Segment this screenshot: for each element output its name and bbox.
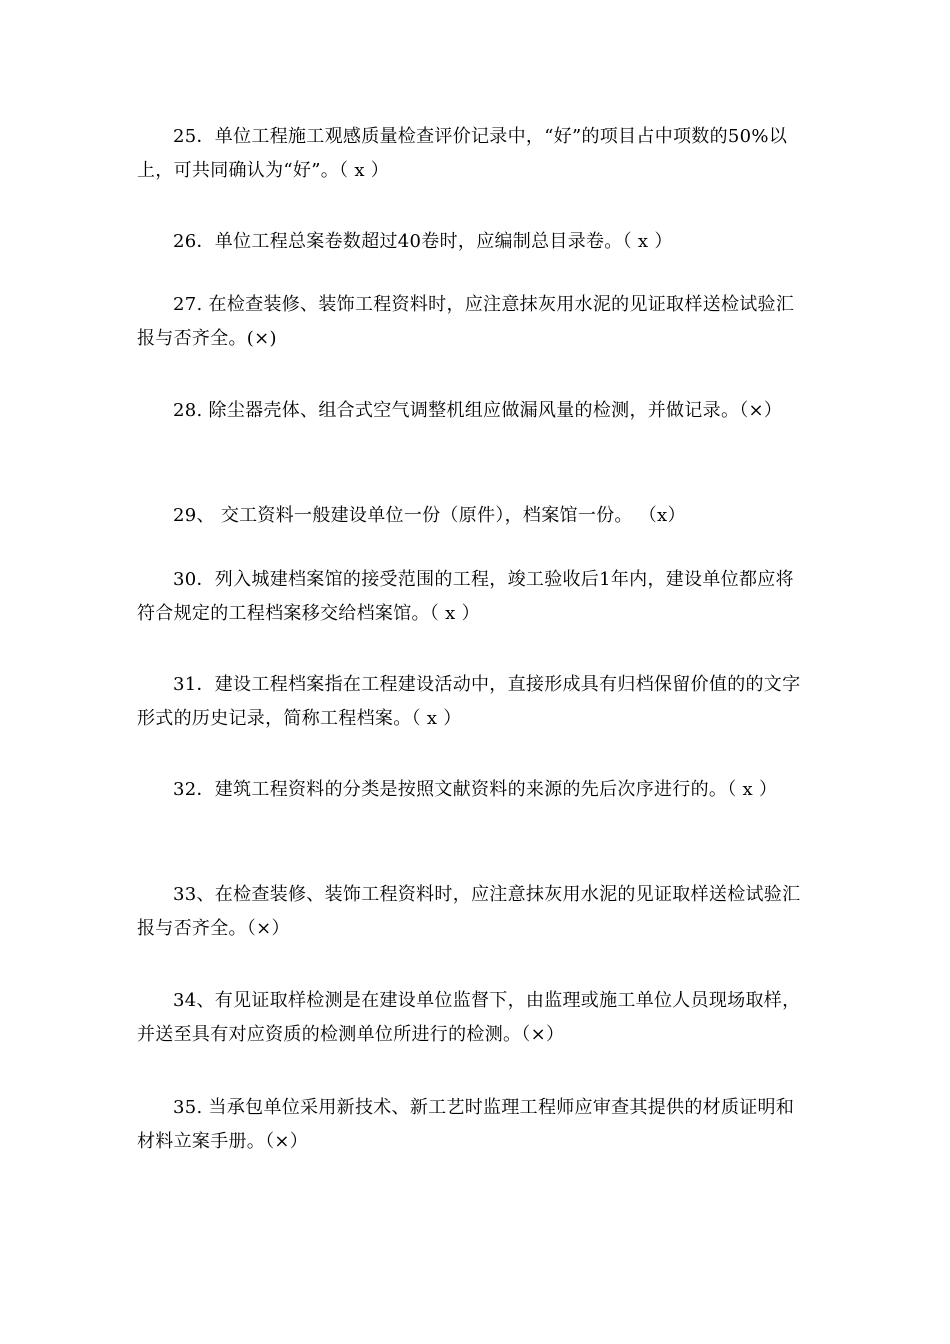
question-27: 27. 在检查装修、装饰工程资料时，应注意抹灰用水泥的见证取样送检试验汇报与否齐全。(×): [137, 294, 795, 349]
question-26: 26．单位工程总案卷数超过40卷时，应编制总目录卷。（ x ）: [173, 231, 673, 252]
question-25: 25．单位工程施工观感质量检查评价记录中，“好”的项目占中项数的50%以上，可共同确认为“好”。（ x ）: [137, 126, 788, 181]
question-28: 28. 除尘器壳体、组合式空气调整机组应做漏风量的检测，并做记录。（×）: [173, 400, 783, 421]
question-34: 34、有见证取样检测是在建设单位监督下，由监理或施工单位人员现场取样，并送至具有对应资质的检测单位所进行的检测。（×）: [137, 990, 801, 1045]
question-31: 31．建设工程档案指在工程建设活动中，直接形成具有归档保留价值的的文字形式的历史记录，简称工程档案。（ x ）: [137, 674, 801, 729]
question-33: 33、在检查装修、装饰工程资料时，应注意抹灰用水泥的见证取样送检试验汇报与否齐全。（×）: [137, 884, 801, 939]
question-30: 30．列入城建档案馆的接受范围的工程，竣工验收后1年内，建设单位都应将符合规定的工程档案移交给档案馆。（ x ）: [137, 569, 794, 624]
question-32: 32．建筑工程资料的分类是按照文献资料的来源的先后次序进行的。（ x ）: [173, 779, 778, 800]
question-29: 29、 交工资料一般建设单位一份（原件），档案馆一份。 （x）: [173, 505, 686, 526]
question-35: 35. 当承包单位采用新技术、新工艺时监理工程师应审查其提供的材质证明和材料立案手册。（×）: [137, 1097, 795, 1152]
